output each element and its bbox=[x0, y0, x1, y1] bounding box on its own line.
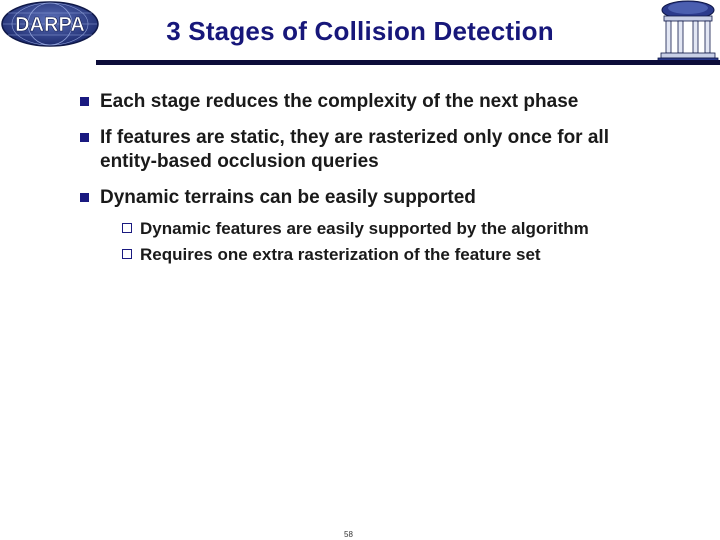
title-divider bbox=[96, 60, 720, 65]
hollow-square-bullet-icon bbox=[122, 223, 132, 233]
sub-bullet-text: Dynamic features are easily supported by the algorithm bbox=[140, 219, 589, 238]
sub-bullet-list bbox=[122, 218, 612, 266]
bullet-item bbox=[72, 186, 612, 266]
sub-bullet-item bbox=[122, 244, 612, 266]
square-bullet-icon bbox=[80, 193, 89, 202]
square-bullet-icon bbox=[80, 133, 89, 142]
bullet-item bbox=[72, 90, 612, 114]
bullet-item bbox=[72, 126, 612, 174]
page-number: 58 bbox=[344, 530, 353, 539]
slide-title: 3 Stages of Collision Detection bbox=[166, 16, 554, 46]
sub-bullet-item bbox=[122, 218, 612, 240]
hollow-square-bullet-icon bbox=[122, 249, 132, 259]
bullet-text: Each stage reduces the complexity of the next phase bbox=[100, 91, 579, 112]
bullet-text: Dynamic terrains can be easily supported bbox=[100, 187, 476, 208]
bullet-list bbox=[72, 90, 612, 278]
sub-bullet-text: Requires one extra rasterization of the feature set bbox=[140, 245, 541, 264]
square-bullet-icon bbox=[80, 97, 89, 106]
bullet-text: If features are static, they are rasterized only once for all entity-based occlusion queries bbox=[100, 127, 609, 172]
darpa-logo-text: DARPA bbox=[15, 14, 85, 36]
